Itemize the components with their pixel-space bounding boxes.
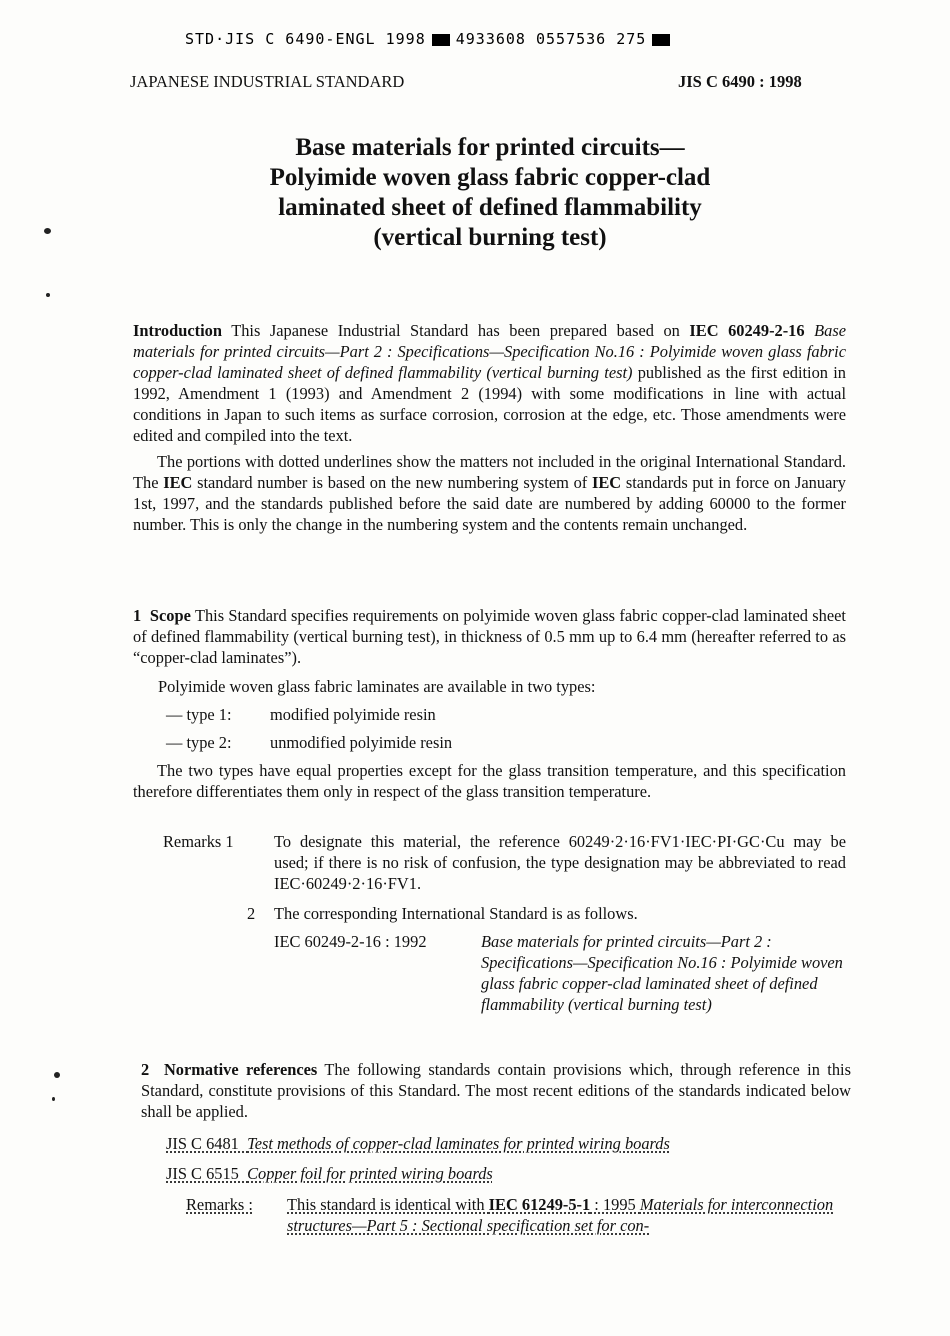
type1-text: modified polyimide resin <box>270 705 436 724</box>
introduction-section <box>133 320 846 535</box>
title-line: laminated sheet of defined flammability <box>278 194 702 221</box>
title-line: (vertical burning test) <box>373 224 607 251</box>
reference-title: Test methods of copper-clad laminates for printed wiring boards <box>247 1134 670 1153</box>
stamp-code: STD·JIS C 6490-ENGL 1998 <box>185 30 426 48</box>
scan-mark <box>44 228 51 234</box>
scan-stamp <box>185 30 676 48</box>
type2-label: — type 2: <box>166 733 232 752</box>
iec-standard-title: Base materials for printed circuits—Part 2 : Specifications—Specification No.16 : Polyimide woven glass fabric copper-clad laminated sheet of defined flammability (vertical burning test) <box>481 932 843 1014</box>
normative-heading: Normative references <box>163 1060 318 1079</box>
scan-mark <box>46 293 50 297</box>
header-right: JIS C 6490 : 1998 <box>678 72 802 91</box>
iec-reference: IEC 60249-2-16 <box>689 321 805 340</box>
scan-mark <box>54 1072 60 1078</box>
title-line: Polyimide woven glass fabric copper-clad <box>269 164 711 191</box>
reference-item <box>166 1163 493 1184</box>
header-left: JAPANESE INDUSTRIAL STANDARD <box>130 72 405 91</box>
scope-section <box>133 605 846 668</box>
remark-1: To designate this material, the reference 60249·2·16·FV1·IEC·PI·GC·Cu may be used; if there is no risk of confusion, the type designation may be abbreviated to read IEC·60249·2·16·FV1. <box>274 832 846 893</box>
normative-remarks-label: Remarks : <box>186 1195 253 1214</box>
stamp-number: 4933608 0557536 275 <box>455 30 647 48</box>
type2-text: unmodified polyimide resin <box>270 733 453 752</box>
normative-remarks: This standard is identical with IEC 61249-5-1 : 1995 Materials for interconnection structures—Part 5 : Sectional specification set for con- <box>287 1195 834 1235</box>
reference-code: JIS C 6515 <box>166 1164 239 1183</box>
scope-paragraph: 1 Scope This Standard specifies requirements on polyimide woven glass fabric copper-clad laminated sheet of defined flammability (vertical burning test), in thickness of 0.5 mm up to 6.4 mm (hereafter referred to as “copper-clad laminates”). <box>133 606 846 667</box>
scope-heading: Scope <box>149 606 191 625</box>
section-number: 1 <box>133 606 142 625</box>
intro-heading: Introduction <box>133 321 222 340</box>
scope-types-paragraph: The two types have equal properties except for the glass transition temperature, and this specification therefore differentiates them only in respect of the glass transition temperature. <box>133 761 846 801</box>
remarks-label: Remarks 1 <box>163 832 234 851</box>
normative-references-section <box>141 1059 851 1122</box>
document-title <box>100 133 880 253</box>
stamp-block <box>432 34 450 46</box>
stamp-block <box>652 34 670 46</box>
title-line: Base materials for printed circuits— <box>295 134 685 161</box>
intro-paragraph: Introduction This Japanese Industrial Standard has been prepared based on IEC 60249-2-16 Base materials for printed circuits—Part 2 : Specifications—Specification No.16 : Polyimide woven glass fabric copper-clad laminated sheet of defined flammability (vertical burning test) published as the first edition in 1992, Amendment 1 (1993) and Amendment 2 (1994) with some modifications in line with actual conditions in Japan to such items as surface corrosion, corrosion at the edge, etc. Those amendments were edited and compiled into the text. <box>133 321 846 445</box>
normative-paragraph: 2 Normative references The following standards contain provisions which, through reference in this Standard, constitute provisions of this Standard. The most recent editions of the standards indicated below shall be applied. <box>141 1060 851 1121</box>
reference-code: JIS C 6481 <box>166 1134 239 1153</box>
iec-standard-ref: IEC 60249-2-16 : 1992 <box>274 932 427 951</box>
scan-mark <box>52 1097 55 1101</box>
section-number: 2 <box>141 1060 150 1079</box>
type1-label: — type 1: <box>166 705 232 724</box>
reference-title: Copper foil for printed wiring boards <box>247 1164 493 1183</box>
reference-item <box>166 1133 670 1154</box>
types-intro: Polyimide woven glass fabric laminates are available in two types: <box>158 677 596 696</box>
intro-paragraph-2: The portions with dotted underlines show the matters not included in the original International Standard. The IEC standard number is based on the new numbering system of IEC standards put in force on January 1st, 1997, and the standards published before the said date are numbered by adding 60000 to the former number. This is only the change in the numbering system and the contents remain unchanged. <box>133 452 846 534</box>
remark-2-number: 2 <box>247 904 256 923</box>
remark-2: The corresponding International Standard is as follows. <box>274 904 638 923</box>
